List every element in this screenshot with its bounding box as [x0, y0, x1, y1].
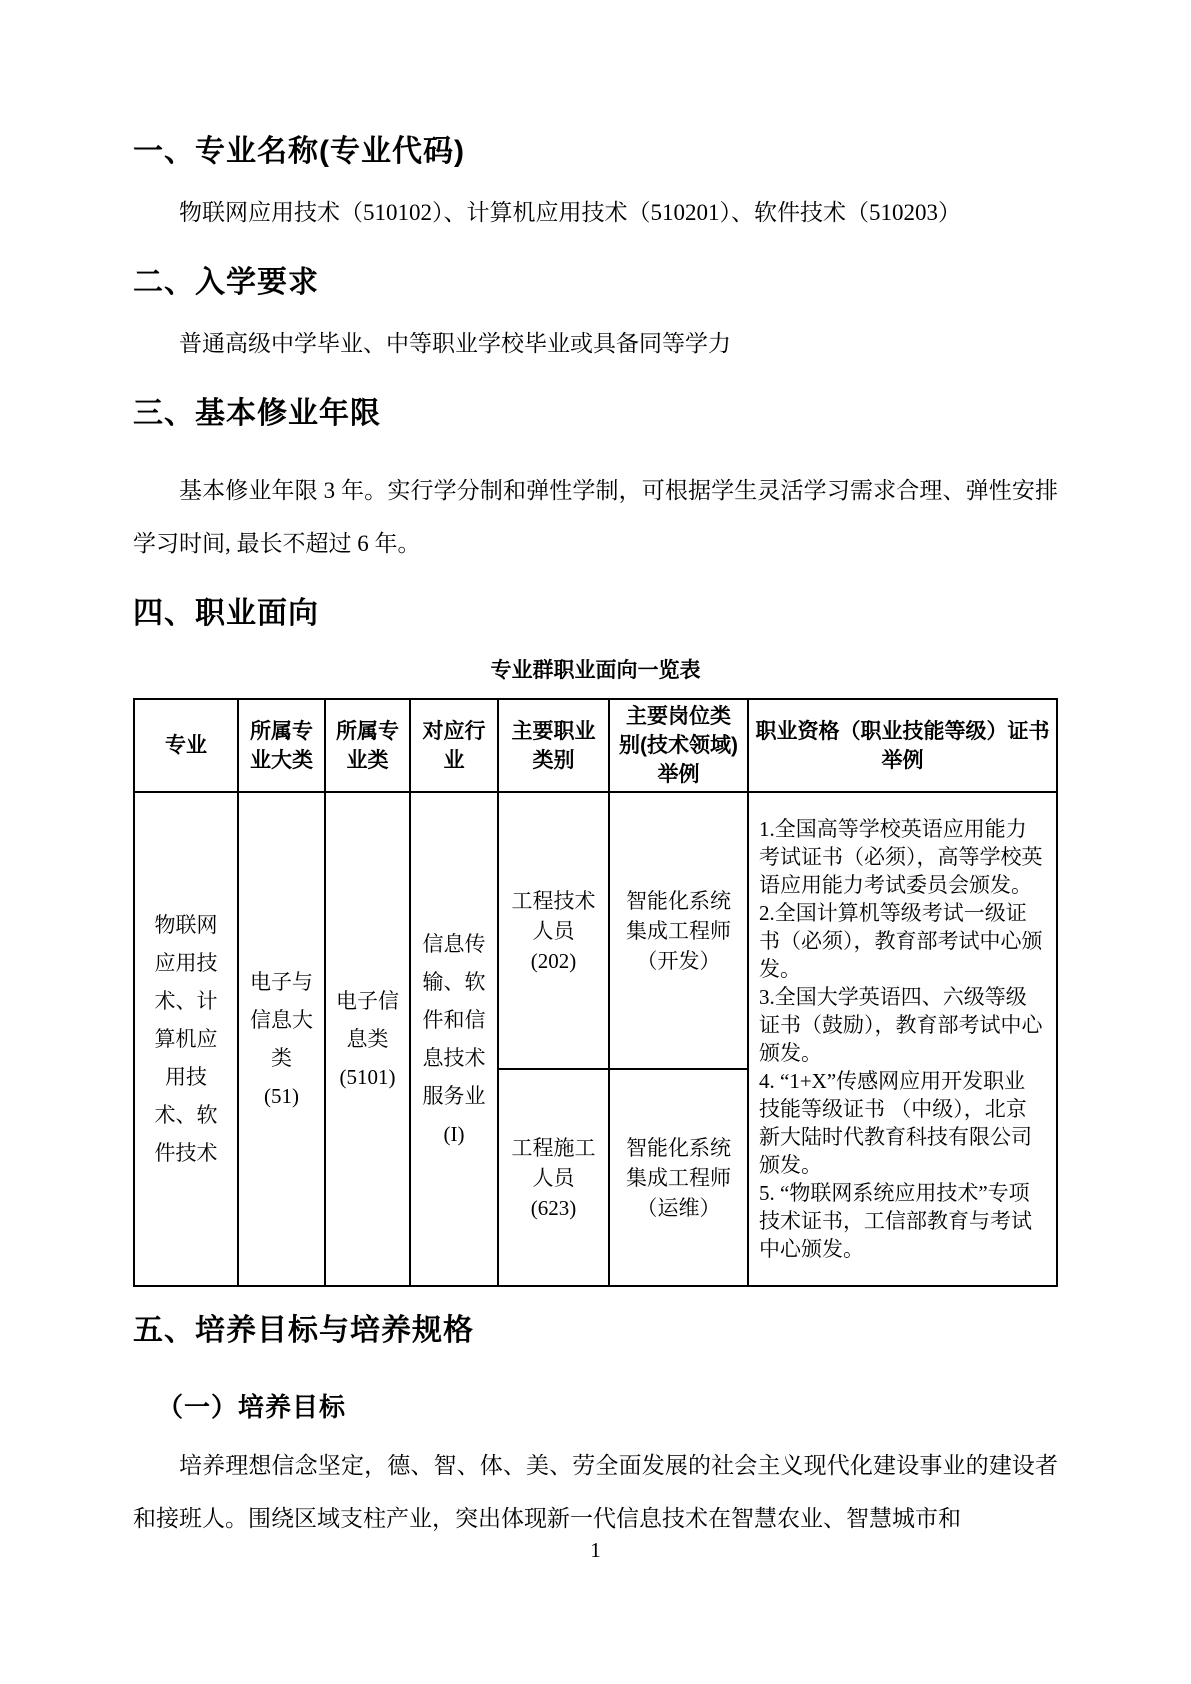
- cell-broad-category: [238, 792, 325, 1286]
- column-header-industry: 对应行业: [410, 699, 498, 792]
- cell-certificates: [748, 792, 1057, 1286]
- certificate-item: 5. “物联网系统应用技术”专项技术证书，工信部教育与考试中心颁发。: [759, 1181, 1032, 1261]
- certificate-item: 2.全国计算机等级考试一级证书（必须），教育部考试中心颁发。: [759, 901, 1043, 981]
- cell-position-operations: [609, 1069, 748, 1286]
- section-heading-training-goals: 五、培养目标与培养规格: [133, 1314, 474, 1347]
- table-row: [134, 792, 1057, 1069]
- cell-industry: [410, 792, 498, 1286]
- paragraph-admission: 普通高级中学毕业、中等职业学校毕业或具备同等学力: [179, 331, 731, 356]
- industry-code: (I): [443, 1122, 465, 1146]
- table-header-row: [134, 699, 1057, 792]
- section-heading-occupation: 四、职业面向: [133, 597, 319, 630]
- certificate-item: 3.全国大学英语四、六级等级证书（鼓励），教育部考试中心颁发。: [759, 985, 1043, 1065]
- industry-name: 信息传输、软件和信息技术服务业: [422, 932, 486, 1108]
- subsection-heading-training-goal: （一）培养目标: [157, 1392, 347, 1422]
- position-title: 智能化系统集成工程师: [626, 888, 731, 943]
- column-header-specialty: 专业: [134, 699, 238, 792]
- cell-specialty: 物联网应用技术、计算机应用技术、软件技术: [134, 792, 238, 1286]
- column-header-certificate: 职业资格（职业技能等级）证书举例: [748, 699, 1057, 792]
- page-number: 1: [590, 1538, 601, 1562]
- occupation-code: (623): [530, 1195, 577, 1220]
- category-name: 电子信息类: [336, 989, 399, 1051]
- position-title: 智能化系统集成工程师: [626, 1135, 731, 1190]
- column-header-position: 主要岗位类别(技术领域)举例: [609, 699, 748, 792]
- position-note: （运维）: [636, 1195, 721, 1220]
- paragraph-major-codes: 物联网应用技术（510102）、计算机应用技术（510201）、软件技术（510203）: [179, 200, 961, 225]
- column-header-broad-category: 所属专业大类: [238, 699, 325, 792]
- certificate-item: 4. “1+X”传感网应用开发职业技能等级证书 （中级），北京新大陆时代教育科技有限公司颁发。: [759, 1069, 1032, 1177]
- occupation-title: 工程技术人员: [511, 888, 596, 943]
- broad-category-code: (51): [264, 1084, 299, 1108]
- paragraph-duration: 基本修业年限 3 年。实行学分制和弹性学制，可根据学生灵活学习需求合理、弹性安排学习时间, 最长不超过 6 年。: [133, 478, 1058, 556]
- cell-occupation-engineering-tech: [498, 792, 609, 1069]
- table-caption: 专业群职业面向一览表: [490, 659, 701, 682]
- position-note: （开发）: [636, 948, 721, 973]
- section-heading-admission: 二、入学要求: [133, 266, 319, 299]
- occupation-orientation-table: [133, 698, 1058, 1287]
- cell-position-development: [609, 792, 748, 1069]
- category-code: (5101): [339, 1065, 396, 1089]
- cell-occupation-engineering-construction: [498, 1069, 609, 1286]
- occupation-title: 工程施工人员: [511, 1135, 596, 1190]
- column-header-category: 所属专业类: [325, 699, 410, 792]
- section-heading-major-name: 一、专业名称(专业代码): [133, 135, 465, 168]
- certificate-item: 1.全国高等学校英语应用能力考试证书（必须），高等学校英语应用能力考试委员会颁发。: [759, 817, 1043, 897]
- occupation-code: (202): [530, 948, 577, 973]
- column-header-occupation: 主要职业类别: [498, 699, 609, 792]
- paragraph-training-goal: 培养理想信念坚定，德、智、体、美、劳全面发展的社会主义现代化建设事业的建设者和接班人。围绕区域支柱产业，突出体现新一代信息技术在智慧农业、智慧城市和: [133, 1453, 1058, 1531]
- broad-category-name: 电子与信息大类: [250, 970, 313, 1070]
- section-heading-duration: 三、基本修业年限: [133, 397, 381, 430]
- cell-category: [325, 792, 410, 1286]
